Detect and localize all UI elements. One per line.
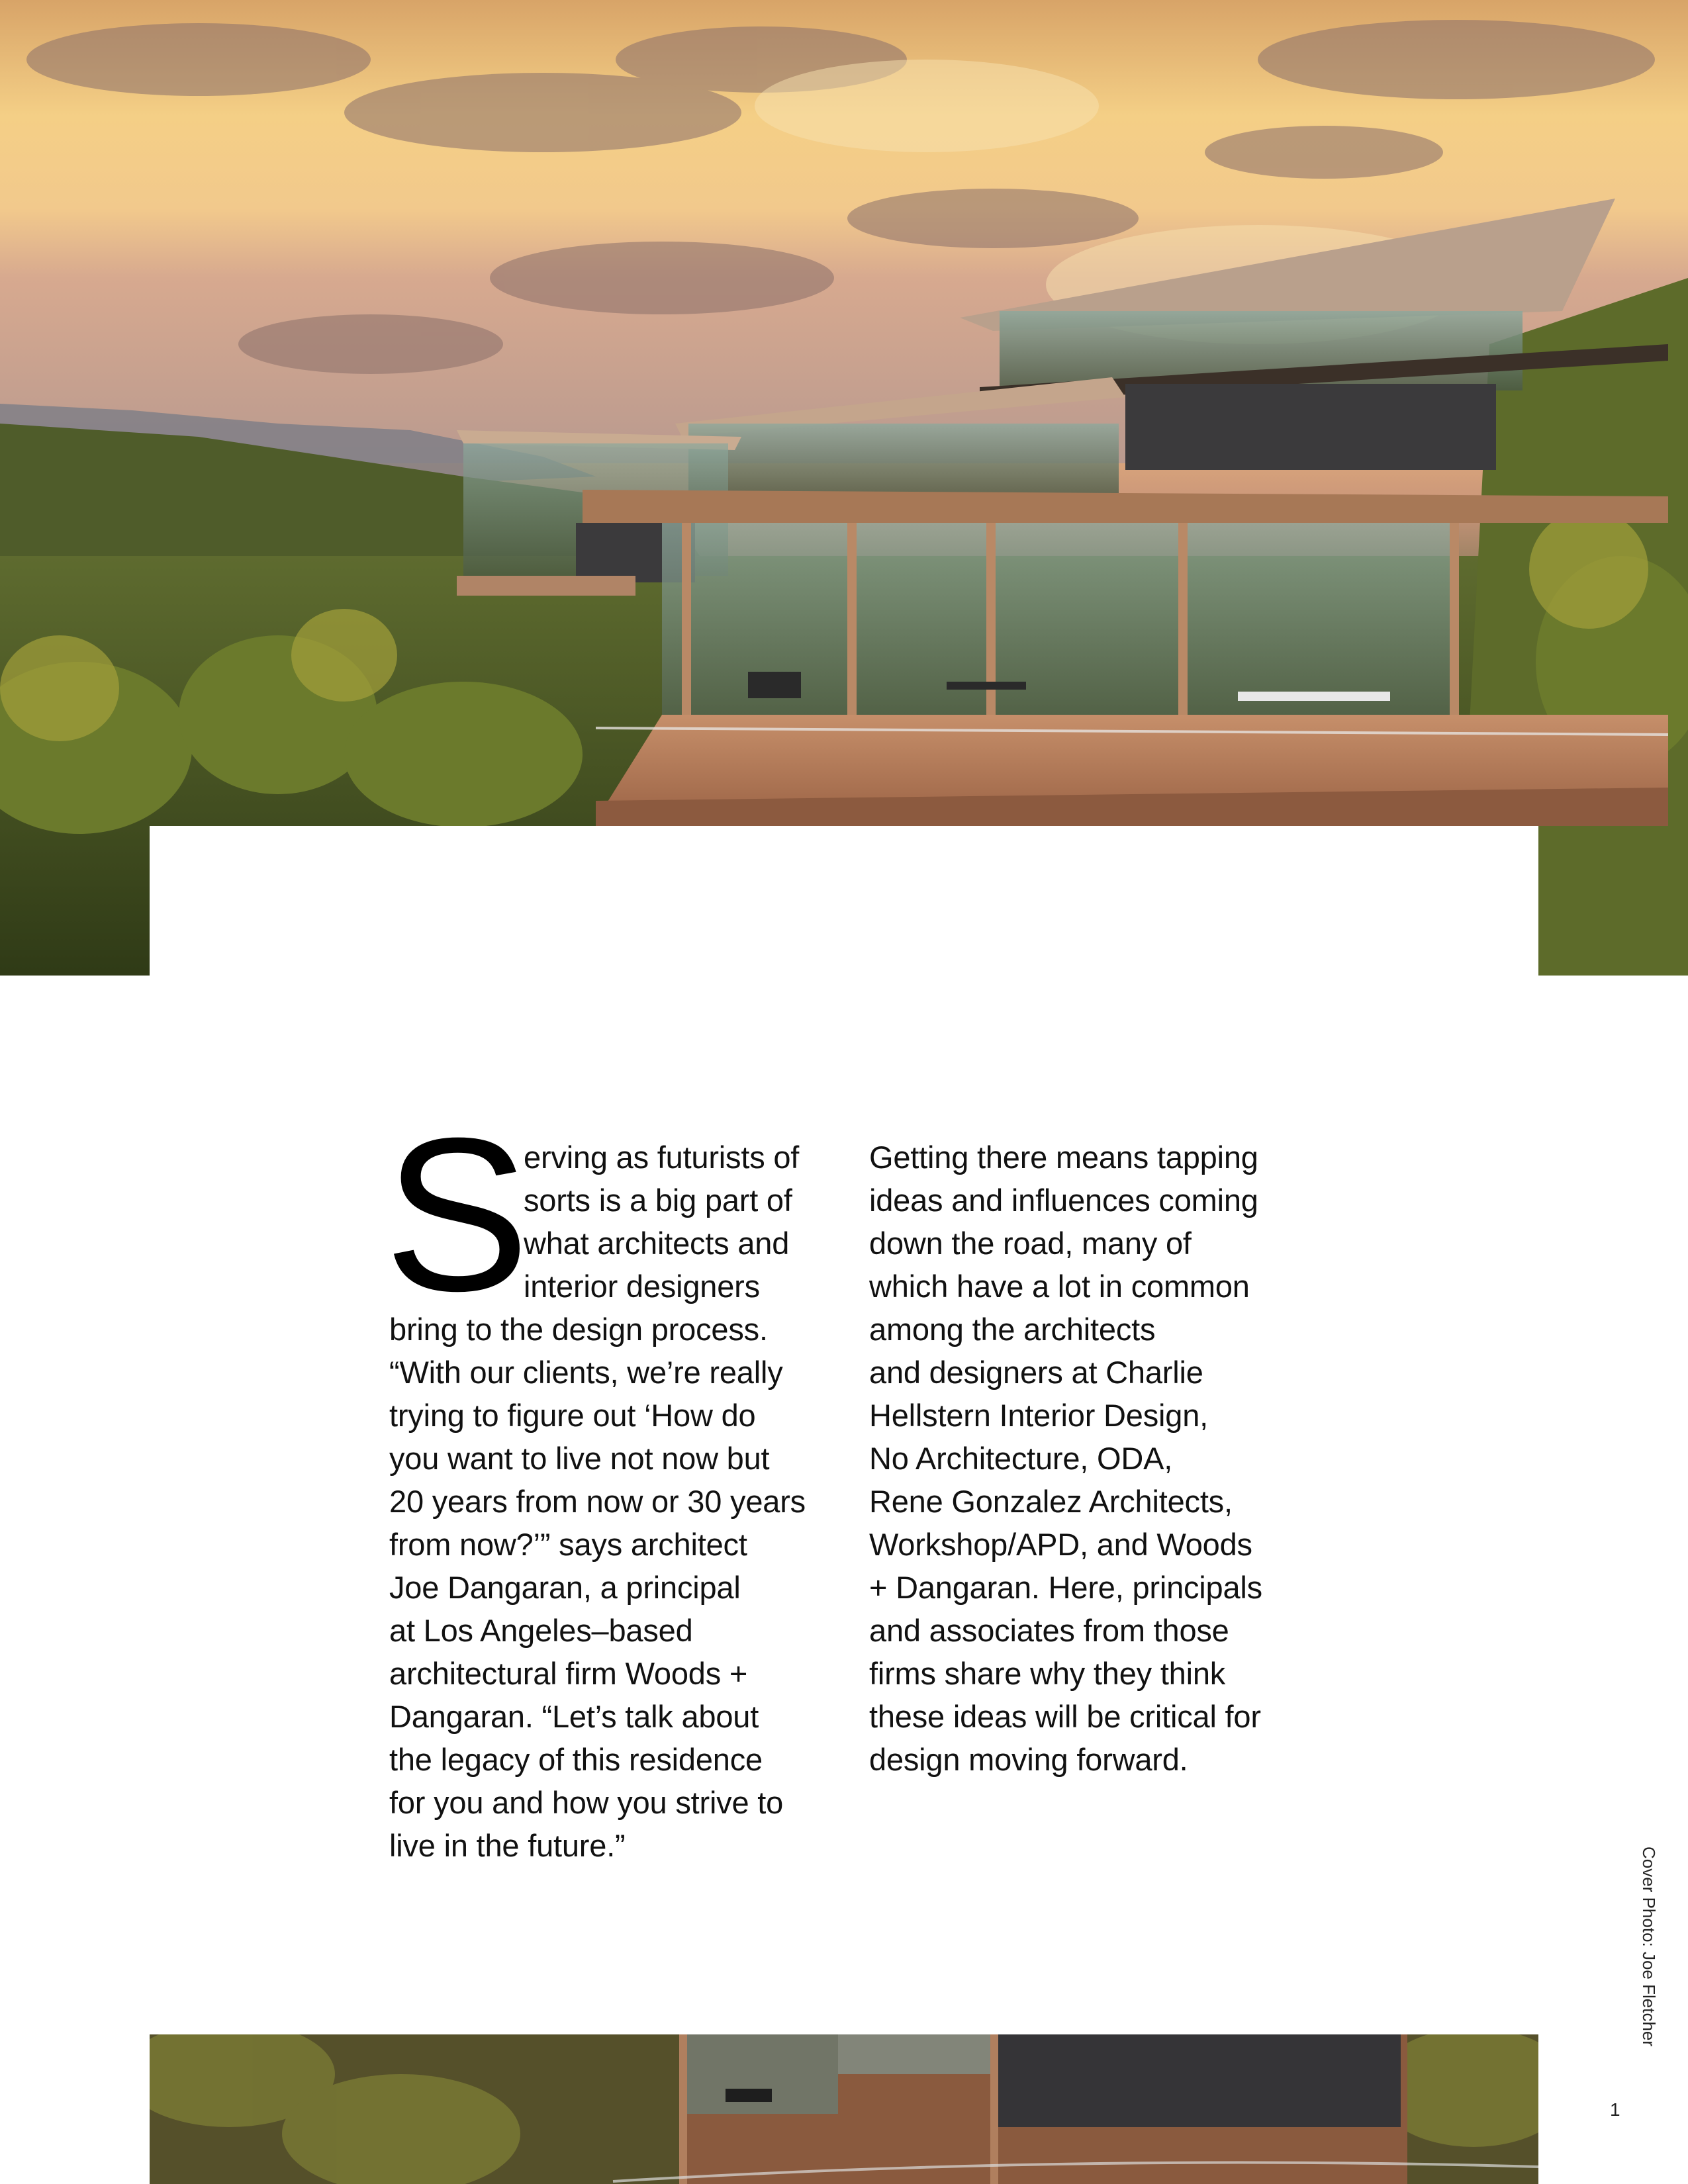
text-line: “With our clients, we’re really	[389, 1355, 783, 1390]
text-line: what architects and	[524, 1226, 790, 1261]
text-line: live in the future.”	[389, 1828, 626, 1863]
text-line: + Dangaran. Here, principals	[869, 1570, 1262, 1605]
white-panel	[150, 826, 1538, 978]
text-line: among the architects	[869, 1312, 1156, 1347]
article-column-left	[389, 1136, 826, 1867]
text-line: ideas and influences coming	[869, 1183, 1258, 1218]
text-line: for you and how you strive to	[389, 1785, 784, 1820]
text-line: these ideas will be critical for	[869, 1699, 1261, 1734]
text-line: No Architecture, ODA,	[869, 1441, 1173, 1476]
text-line: sorts is a big part of	[524, 1183, 792, 1218]
text-line: architectural firm Woods +	[389, 1656, 748, 1691]
text-line: interior designers	[524, 1269, 760, 1304]
text-line: which have a lot in common	[869, 1269, 1250, 1304]
text-line: Workshop/APD, and Woods	[869, 1527, 1252, 1562]
text-line: Joe Dangaran, a principal	[389, 1570, 741, 1605]
text-line: Hellstern Interior Design,	[869, 1398, 1209, 1433]
text-line: design moving forward.	[869, 1742, 1188, 1777]
text-line: Dangaran. “Let’s talk about	[389, 1699, 759, 1734]
text-line: erving as futurists of	[524, 1140, 800, 1175]
text-line: trying to figure out ‘How do	[389, 1398, 756, 1433]
text-line: Getting there means tapping	[869, 1140, 1258, 1175]
drop-cap: S	[384, 1092, 530, 1336]
text-line: and designers at Charlie	[869, 1355, 1203, 1390]
text-line: you want to live not now but	[389, 1441, 770, 1476]
article-column-right	[869, 1136, 1319, 1781]
text-line: at Los Angeles–based	[389, 1613, 693, 1648]
text-line: firms share why they think	[869, 1656, 1226, 1691]
text-line: and associates from those	[869, 1613, 1229, 1648]
text-line: from now?’” says architect	[389, 1527, 747, 1562]
bottom-photo	[150, 2034, 1538, 2184]
text-line: down the road, many of	[869, 1226, 1192, 1261]
photo-credit: Cover Photo: Joe Fletcher	[1639, 1846, 1659, 2047]
page-number: 1	[1610, 2099, 1620, 2120]
text-line: the legacy of this residence	[389, 1742, 763, 1777]
text-line: bring to the design process.	[389, 1312, 768, 1347]
text-line: Rene Gonzalez Architects,	[869, 1484, 1233, 1519]
bottom-illustration	[150, 2034, 1538, 2184]
text-line: 20 years from now or 30 years	[389, 1484, 806, 1519]
